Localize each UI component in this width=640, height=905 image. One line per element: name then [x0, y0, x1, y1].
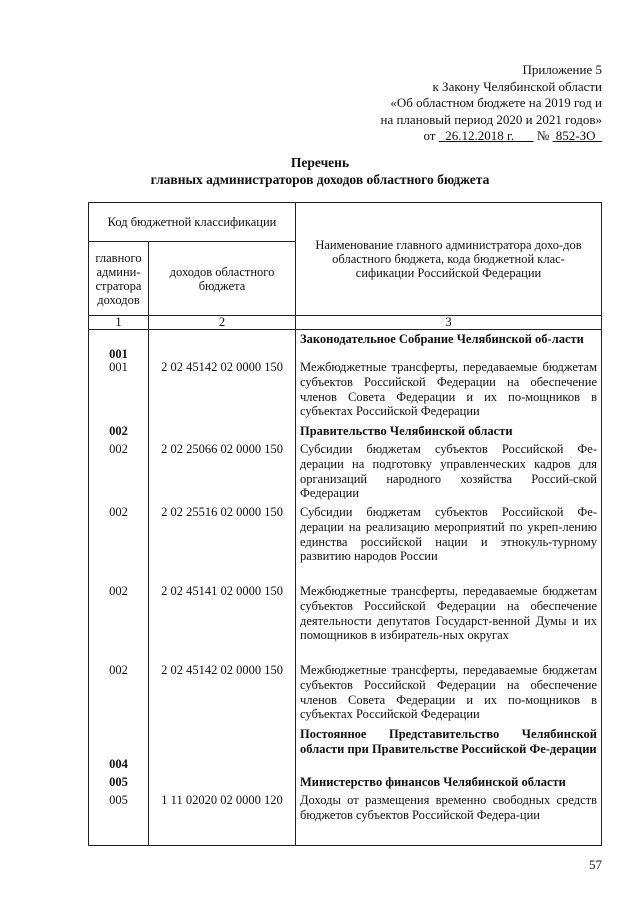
- income-code: 2 02 45141 02 0000 150: [161, 584, 283, 598]
- col-number-3: 3: [296, 316, 602, 330]
- date-prefix: от: [423, 128, 436, 143]
- title-line-1: Перечень: [290, 155, 350, 170]
- income-description: Межбюджетные трансферты, передаваемые бюджетам субъектов Российской Федерации на обеспечение членов Совета Федерации и их по-мощников в субъектах Российской Федерации: [300, 360, 597, 419]
- administrator-name: Постоянное Представительство Челябинской области при Правительстве Российской Фе-дерации: [300, 727, 597, 756]
- income-code: 2 02 25066 02 0000 150: [161, 442, 283, 456]
- item-admin-code: 002: [109, 505, 128, 519]
- item-admin-code: 002: [109, 663, 128, 677]
- header-line-3: «Об областном бюджете на 2019 год и: [390, 95, 602, 110]
- document-title: [0, 154, 640, 188]
- admin-code: 001: [109, 346, 128, 361]
- income-description: Субсидии бюджетам субъектов Российской Фе-дерации на подготовку управленческих кадров для организаций народного хозяйства Россий-ской Федерации: [300, 442, 597, 501]
- income-description: Доходы от размещения временно свободных средств бюджетов субъектов Российской Федера-ции: [300, 793, 597, 822]
- header-line-1: Приложение 5: [522, 62, 602, 77]
- body-col-1: [89, 330, 149, 846]
- header-date-line: [302, 128, 602, 145]
- item-admin-code: 002: [109, 442, 128, 456]
- col-number-1: 1: [89, 316, 149, 330]
- item-admin-code: 001: [109, 360, 128, 374]
- income-code: 2 02 45142 02 0000 150: [161, 360, 283, 374]
- item-admin-code: 005: [109, 793, 128, 807]
- income-description: Межбюджетные трансферты, передаваемые бюджетам субъектов Российской Федерации на обеспечение членов Совета Федерации и их по-мощников в субъектах Российской Федерации: [300, 663, 597, 722]
- number-prefix: №: [536, 128, 550, 143]
- header-line-4: на плановый период 2020 и 2021 годов»: [380, 111, 602, 127]
- income-code: 1 11 02020 02 0000 120: [161, 793, 283, 807]
- income-description: Субсидии бюджетам субъектов Российской Фе-дерации на реализацию мероприятий по укреп-лению единства российской нации и этнокуль-турному развитию народов России: [300, 505, 597, 564]
- header-col-admin-code: главного админи-стратора доходов: [89, 242, 149, 316]
- income-code: 2 02 45142 02 0000 150: [161, 663, 283, 677]
- administrator-name: Правительство Челябинской области: [300, 424, 513, 438]
- administrator-name: Министерство финансов Челябинской области: [300, 775, 566, 789]
- header-code-group: Код бюджетной классификации: [89, 203, 296, 242]
- item-admin-code: 002: [109, 584, 128, 598]
- admin-code: 004: [109, 756, 128, 771]
- administrator-name: Законодательное Собрание Челябинской об-ласти: [300, 332, 584, 346]
- number-value: 852-ЗО: [555, 128, 596, 143]
- header-line-2: к Закону Челябинской области: [432, 78, 602, 94]
- income-description: Межбюджетные трансферты, передаваемые бюджетам субъектов Российской Федерации на обеспечение деятельности депутатов Государст-венной Думы и их помощников в избиратель-ных округах: [300, 584, 597, 643]
- appendix-header: [302, 62, 602, 145]
- col-number-2: 2: [149, 316, 296, 330]
- admin-code: 002: [109, 424, 128, 438]
- page-number: 57: [589, 857, 602, 872]
- title-line-2: главных администраторов доходов областного бюджета: [150, 172, 490, 187]
- administrators-table: [88, 202, 602, 846]
- income-code: 2 02 25516 02 0000 150: [161, 505, 283, 519]
- date-value: 26.12.2018 г.: [445, 128, 515, 143]
- admin-code: 005: [109, 775, 128, 789]
- header-col-income-code: доходов областного бюджета: [149, 242, 296, 316]
- body-col-3: [296, 330, 602, 846]
- body-col-2: [149, 330, 296, 846]
- header-col-name: Наименование главного администратора дохо-дов областного бюджета, кода бюджетной клас-сификации Российской Федерации: [296, 203, 602, 316]
